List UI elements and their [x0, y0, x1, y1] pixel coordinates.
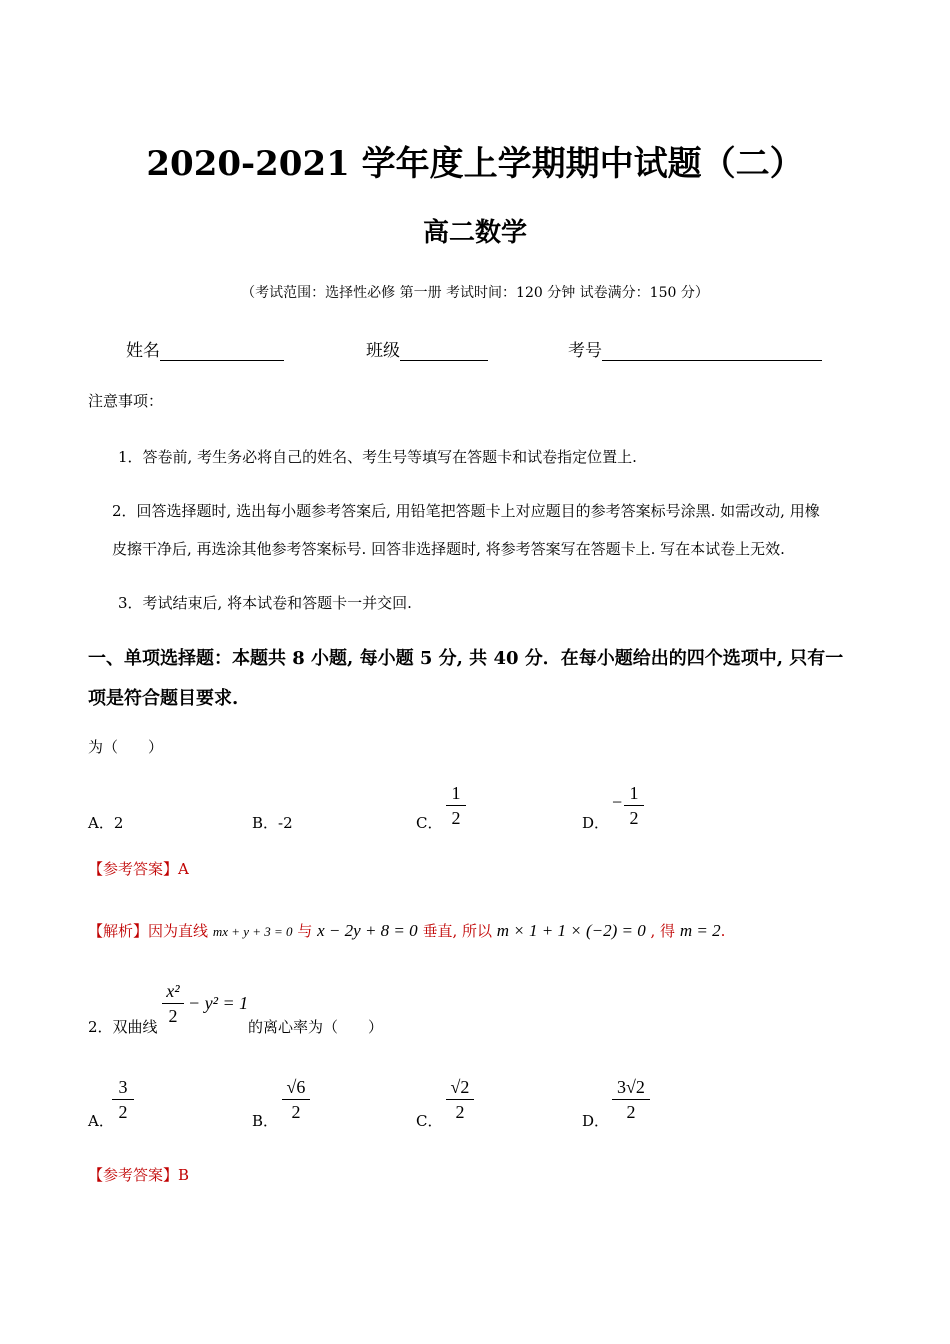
- q1-option-d-numerator: 1: [629, 783, 639, 803]
- q2-option-d-fraction: [612, 1076, 650, 1123]
- q2-option-b-fraction: [282, 1076, 310, 1123]
- q2-option-b-numerator: √6: [286, 1077, 306, 1097]
- answer-value: A: [178, 860, 189, 878]
- q1-option-d-label: D．: [582, 814, 610, 832]
- fraction-bar: [282, 1099, 310, 1100]
- notice-item-1: 1．答卷前, 考生务必将自己的姓名、考生号等填写在答题卡和试卷指定位置上.: [118, 448, 637, 466]
- q2-option-a-denominator: 2: [118, 1102, 128, 1122]
- q2-option-a-label: A．: [88, 1112, 114, 1130]
- q2-answer: [88, 1164, 189, 1185]
- notice-item-2-line-1: 2．回答选择题时, 选出每小题参考答案后, 用铅笔把答题卡上对应题目的参考答案标号涂黑. 如需改动, 用橡: [112, 502, 820, 520]
- q2-option-a-numerator: 3: [118, 1077, 128, 1097]
- q2-equation-numerator: x²: [166, 981, 180, 1001]
- number-label: 考号: [568, 341, 602, 361]
- equation-perpendicular: m × 1 + 1 × (−2) = 0: [496, 921, 646, 940]
- answer-label: 【参考答案】: [88, 1166, 179, 1184]
- analysis-text-1: 因为直线: [148, 922, 209, 940]
- name-blank: [160, 342, 284, 361]
- fraction-bar: [612, 1099, 650, 1100]
- fraction-bar: [446, 805, 466, 806]
- fraction-bar: [446, 1099, 474, 1100]
- subject-title: 高二数学: [422, 218, 527, 248]
- analysis-text-4: , 得: [650, 922, 676, 940]
- fraction-bar: [112, 1099, 134, 1100]
- q2-option-c-label: C．: [416, 1112, 443, 1130]
- q1-option-d-denominator: 2: [629, 808, 639, 828]
- analysis-label: 【解析】: [88, 922, 149, 940]
- class-blank: [400, 342, 488, 361]
- q2-prefix: 2．双曲线: [88, 1018, 158, 1036]
- equation-line-1: mx + y + 3 = 0: [212, 924, 293, 939]
- notice-item-3: 3．考试结束后, 将本试卷和答题卡一并交回.: [118, 594, 412, 612]
- q2-option-a-fraction: [112, 1076, 134, 1123]
- q1-option-c-denominator: 2: [451, 808, 461, 828]
- fraction-bar: [162, 1003, 184, 1004]
- q2-option-c-denominator: 2: [455, 1102, 465, 1122]
- section-heading-line-1: 一、单项选择题：本题共 8 小题, 每小题 5 分, 共 40 分．在每小题给出的四个选项中, 只有一: [88, 648, 844, 669]
- q2-option-b-label: B．: [252, 1112, 279, 1130]
- q2-equation-denominator: 2: [168, 1006, 178, 1026]
- q1-option-b: B．-2: [252, 814, 293, 832]
- q1-stem: 为（ ）: [88, 738, 164, 756]
- name-label: 姓名: [126, 341, 160, 361]
- q2-option-c-numerator: √2: [450, 1077, 470, 1097]
- q2-option-c-fraction: [446, 1076, 474, 1123]
- q1-option-d-fraction: [624, 782, 644, 829]
- q2-option-d-denominator: 2: [626, 1102, 636, 1122]
- q1-option-c-label: C．: [416, 814, 443, 832]
- q2-equation-fraction: [162, 980, 184, 1027]
- name-field: [126, 336, 284, 361]
- answer-value: B: [178, 1166, 190, 1184]
- q2-equation-rest: − y² = 1: [188, 993, 249, 1013]
- equation-result: m = 2: [679, 921, 721, 940]
- number-blank: [602, 342, 822, 361]
- notice-item-2-line-2: 皮擦干净后, 再选涂其他参考答案标号. 回答非选择题时, 将参考答案写在答题卡上. 写在本试卷上无效.: [112, 540, 785, 558]
- q2-option-b-denominator: 2: [291, 1102, 301, 1122]
- q1-option-c-numerator: 1: [451, 783, 461, 803]
- q1-answer: [88, 858, 189, 879]
- answer-label: 【参考答案】: [88, 860, 179, 878]
- section-heading-line-2: 项是符合题目要求.: [88, 688, 239, 709]
- q2-option-d-numerator: 3√2: [617, 1077, 645, 1097]
- notice-heading: 注意事项：: [88, 392, 164, 410]
- analysis-text-3: 垂直, 所以: [422, 922, 492, 940]
- q2-suffix: 的离心率为（ ）: [248, 1018, 384, 1036]
- analysis-text-2: 与: [297, 922, 313, 940]
- q1-analysis: [88, 920, 725, 941]
- q1-option-a: A．2: [88, 814, 124, 832]
- analysis-end: .: [720, 922, 726, 940]
- exam-info: （考试范围：选择性必修 第一册 考试时间：120 分钟 试卷满分：150 分）: [241, 285, 709, 301]
- q1-option-c-fraction: [446, 782, 466, 829]
- class-field: [366, 336, 488, 361]
- equation-line-2: x − 2y + 8 = 0: [317, 921, 418, 940]
- fraction-bar: [624, 805, 644, 806]
- number-field: [568, 336, 822, 361]
- q2-option-d-label: D．: [582, 1112, 610, 1130]
- class-label: 班级: [366, 341, 400, 361]
- exam-title: 2020-2021 学年度上学期期中试题（二）: [146, 144, 804, 184]
- q1-option-d-sign: −: [612, 792, 623, 812]
